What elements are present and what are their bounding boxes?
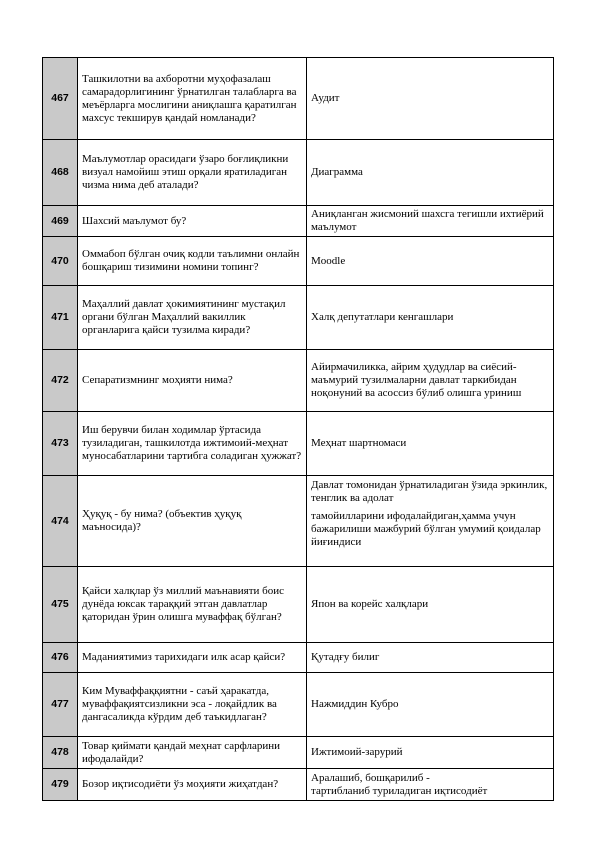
- row-number: 476: [43, 643, 78, 673]
- table-row: [43, 58, 554, 140]
- row-number: 472: [43, 350, 78, 412]
- question-cell: Иш берувчи билан ходимлар ўртасида тузиладиган, ташкилотда ижтимоий-меҳнат муносабатларини тартибга соладиган ҳужжат?: [78, 412, 307, 476]
- questions-table: [42, 57, 554, 801]
- table-row: [43, 476, 554, 567]
- table-row: [43, 140, 554, 206]
- question-cell: Қайси халқлар ўз миллий маънавияти боис дунёда юксак тараққий этган давлатлар қаторидан ўрин олишга муваффақ бўлган?: [78, 567, 307, 643]
- question-cell: Бозор иқтисодиёти ўз моҳияти жиҳатдан?: [78, 769, 307, 801]
- row-number: 467: [43, 58, 78, 140]
- table-row: [43, 567, 554, 643]
- answer-line: Давлат томонидан ўрнатиладиган ўзида эркинлик, тенглик ва адолат: [311, 479, 548, 504]
- row-number: 478: [43, 737, 78, 769]
- question-cell: Оммабоп бўлган очиқ кодли таълимни онлайн бошқариш тизимини номини топинг?: [78, 237, 307, 286]
- answer-cell: Аниқланган жисмоний шахсга тегишли ихтиёрий маълумот: [307, 206, 554, 237]
- row-number: 468: [43, 140, 78, 206]
- answer-cell: Ижтимоий-зарурий: [307, 737, 554, 769]
- answer-cell: Қутадғу билиг: [307, 643, 554, 673]
- question-cell: Маълумотлар орасидаги ўзаро боғлиқликни визуал намойиш этиш орқали яратиладиган чизма нима деб аталади?: [78, 140, 307, 206]
- question-cell: Ким Муваффаққиятни - саъй ҳаракатда, муваффақиятсизликни эса - лоқайдлик ва дангасаликда кўрдим деб таъкидлаган?: [78, 673, 307, 737]
- answer-cell: Халқ депутатлари кенгашлари: [307, 286, 554, 350]
- answer-cell: Аудит: [307, 58, 554, 140]
- row-number: 470: [43, 237, 78, 286]
- question-cell: Маданиятимиз тарихидаги илк асар қайси?: [78, 643, 307, 673]
- row-number: 475: [43, 567, 78, 643]
- row-number: 473: [43, 412, 78, 476]
- question-cell: Шахсий маълумот бу?: [78, 206, 307, 237]
- table-row: [43, 769, 554, 801]
- question-cell: Товар қиймати қандай меҳнат сарфларини ифодалайди?: [78, 737, 307, 769]
- table-row: [43, 412, 554, 476]
- table-row: [43, 206, 554, 237]
- answer-cell: [307, 476, 554, 567]
- table-row: [43, 286, 554, 350]
- answer-cell: Нажмиддин Кубро: [307, 673, 554, 737]
- answer-line: Аралашиб, бошқарилиб -: [311, 771, 430, 784]
- question-cell: Сепаратизмнинг моҳияти нима?: [78, 350, 307, 412]
- row-number: 477: [43, 673, 78, 737]
- answer-cell: Меҳнат шартномаси: [307, 412, 554, 476]
- answer-cell: [307, 769, 554, 801]
- table-row: [43, 643, 554, 673]
- question-cell: Ҳуқуқ - бу нима? (объектив ҳуқуқ маъносида)?: [78, 476, 307, 567]
- row-number: 469: [43, 206, 78, 237]
- question-cell: Ташкилотни ва ахборотни муҳофазалаш самарадорлигининг ўрнатилган талабларга ва меъёрларга мослигини аниқлашга қаратилган махсус текширув қандай номланади?: [78, 58, 307, 140]
- table-row: [43, 350, 554, 412]
- row-number: 474: [43, 476, 78, 567]
- answer-cell: Айирмачиликка, айрим ҳудудлар ва сиёсий-маъмурий тузилмаларни давлат таркибидан ноқонуний ва асоссиз бўлиб олишга уриниш: [307, 350, 554, 412]
- answer-line: тамойилларини ифодалайдиган,ҳамма учун бажарилиши мажбурий бўлган умумий қоидалар йиғиндиси: [311, 510, 541, 548]
- row-number: 471: [43, 286, 78, 350]
- table-row: [43, 737, 554, 769]
- answer-cell: Диаграмма: [307, 140, 554, 206]
- table-row: [43, 237, 554, 286]
- question-cell: Маҳаллий давлат ҳокимиятининг мустақил органи бўлган Маҳаллий вакиллик органларига қайси тузилма киради?: [78, 286, 307, 350]
- answer-cell: Moodle: [307, 237, 554, 286]
- row-number: 479: [43, 769, 78, 801]
- table-row: [43, 673, 554, 737]
- answer-cell: Япон ва корейс халқлари: [307, 567, 554, 643]
- answer-line: тартибланиб туриладиган иқтисодиёт: [311, 784, 488, 797]
